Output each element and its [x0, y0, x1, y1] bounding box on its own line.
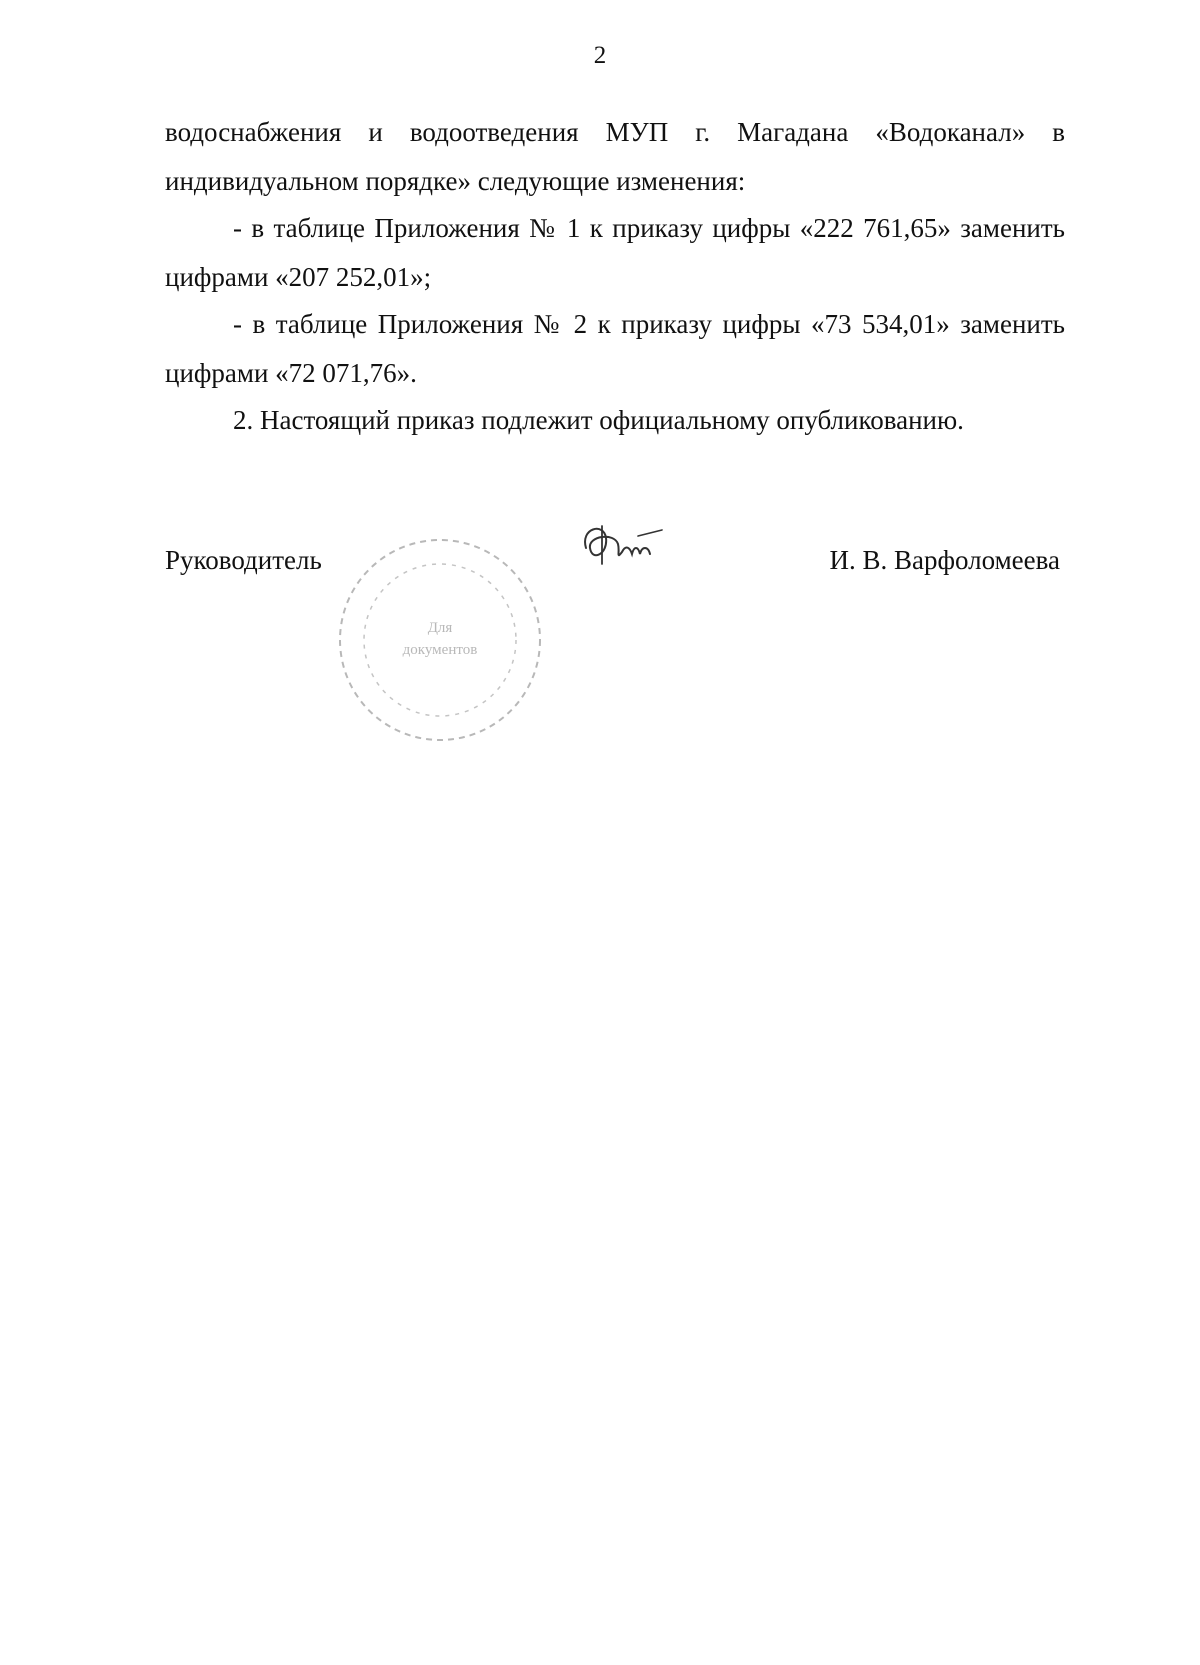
paragraph-line: индивидуальном порядке» следующие изменения:	[165, 166, 746, 196]
signatory-title: Руководитель	[165, 545, 322, 575]
paragraph-change-2	[165, 300, 1065, 398]
paragraph-change-1	[165, 204, 1065, 302]
handwritten-signature-icon	[578, 518, 668, 573]
paragraph-line: 2. Настоящий приказ подлежит официальному опубликованию.	[233, 405, 964, 435]
paragraph-publication	[165, 396, 1065, 445]
svg-text:документов: документов	[402, 642, 478, 658]
page-number: 2	[593, 42, 607, 69]
paragraph-line: цифрами «207 252,01»;	[165, 262, 432, 292]
paragraph-line: водоснабжения и водоотведения МУП г. Магадана «Водоканал» в	[165, 117, 1065, 147]
svg-text:Для: Для	[427, 620, 453, 636]
signatory-name: И. В. Варфоломеева	[829, 545, 1060, 575]
paragraph-line: - в таблице Приложения № 1 к приказу цифры «222 761,65» заменить	[233, 213, 1065, 243]
paragraph-intro	[165, 108, 1065, 206]
paragraph-line: - в таблице Приложения № 2 к приказу цифры «73 534,01» заменить	[233, 309, 1065, 339]
official-stamp-icon	[330, 530, 550, 750]
paragraph-line: цифрами «72 071,76».	[165, 358, 417, 388]
